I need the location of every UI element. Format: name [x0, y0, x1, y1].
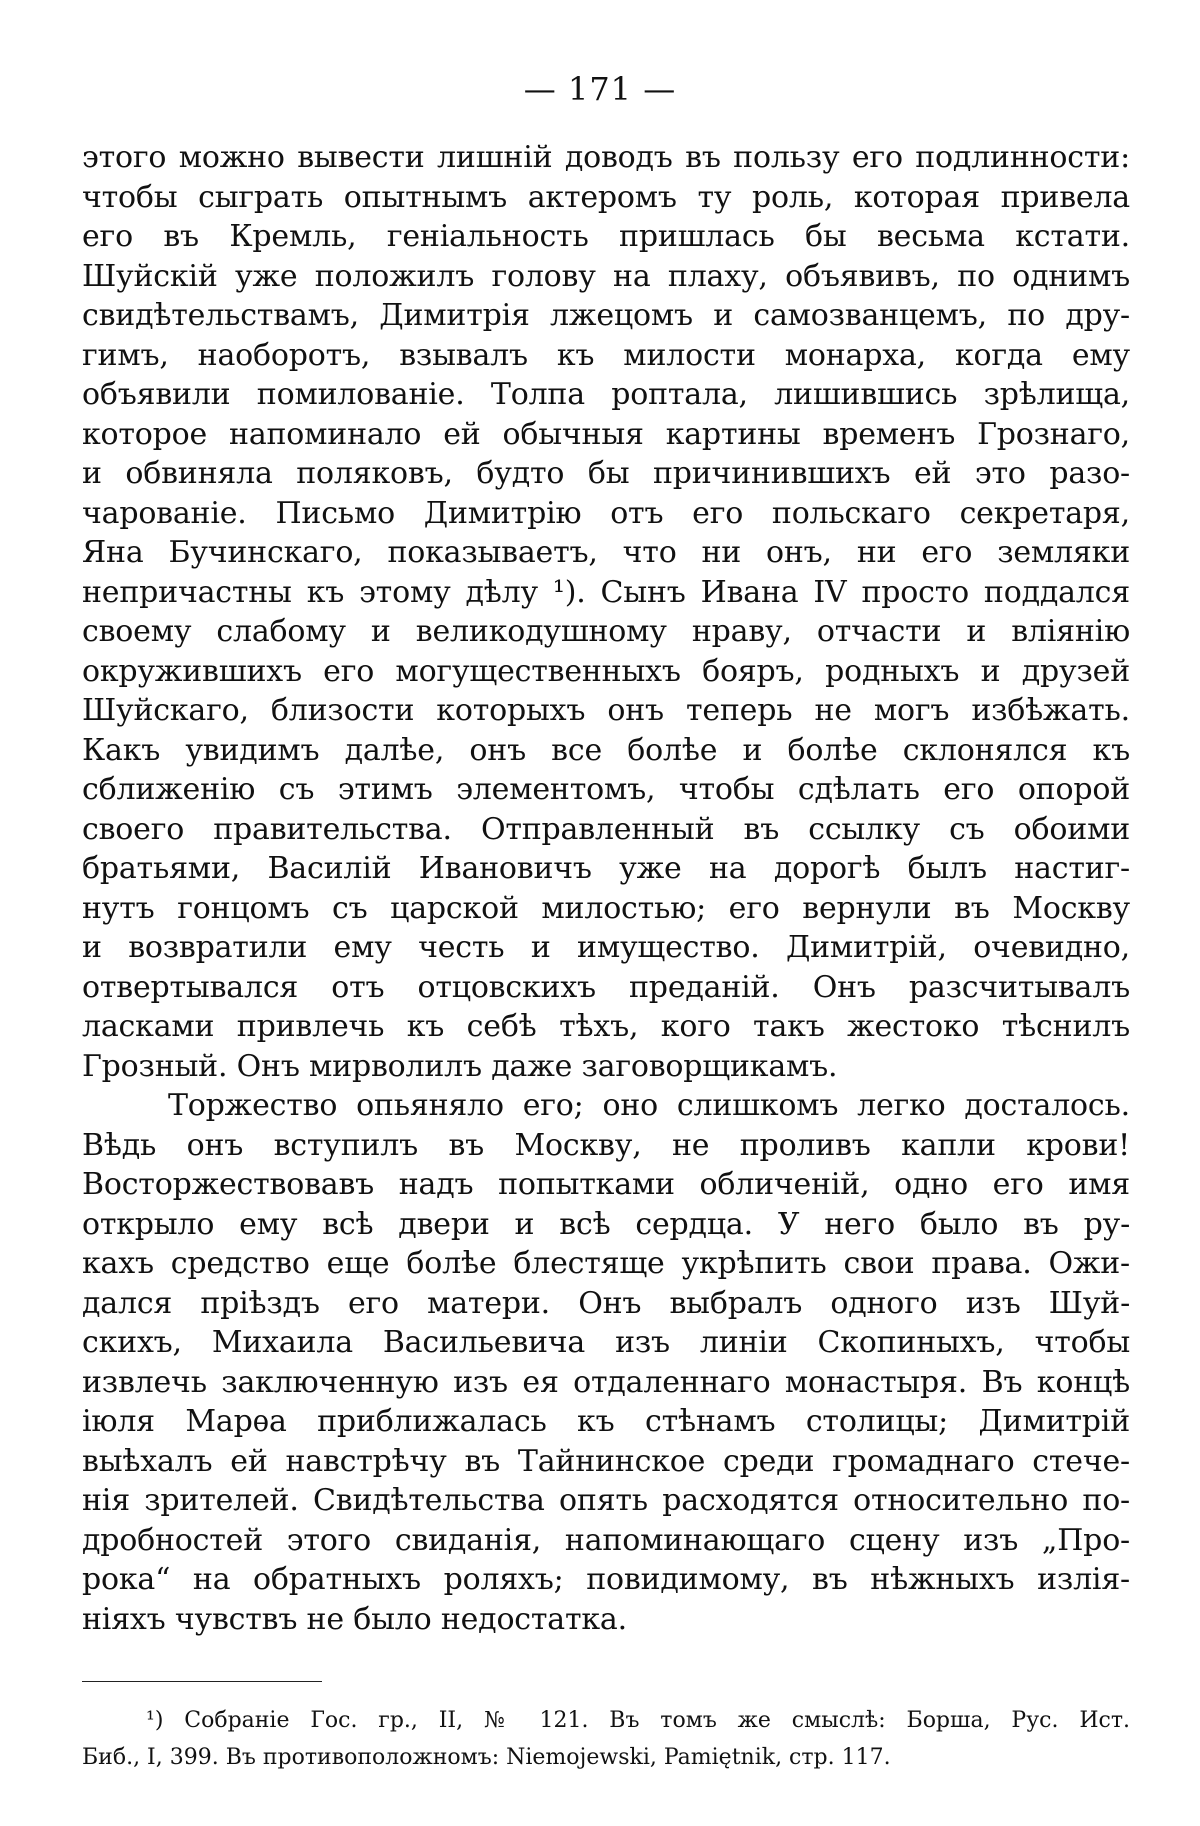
text-line: Восторжествовавъ надъ попытками обличеній, одно его имя	[82, 1167, 1130, 1202]
text-line: братьями, Василій Ивановичъ уже на дорогѣ былъ настиг-	[82, 851, 1130, 886]
text-line: чтобы сыграть опытнымъ актеромъ ту роль, которая привела	[82, 179, 1130, 215]
footnote-divider	[82, 1681, 322, 1682]
text-line-paragraph-start: Торжество опьяняло его; оно слишкомъ легко досталось.	[168, 1088, 1130, 1123]
text-line: дробностей этого свиданія, напоминающаго сцену изъ „Про-	[82, 1522, 1130, 1558]
footnote-line: Биб., I, 399. Въ противоположномъ: Niemojewski, Pamiętnik, стр. 117.	[82, 1745, 891, 1770]
footnote-line: ¹) Собраніе Гос. гр., II, № 121. Въ томъ же смыслѣ: Борша, Рус. Ист.	[146, 1708, 1130, 1733]
text-line: извлечь заключенную изъ ея отдаленнаго монастыря. Въ концѣ	[82, 1364, 1130, 1400]
main-text	[82, 138, 1130, 1639]
text-line: Шуйскій уже положилъ голову на плаху, объявивъ, по однимъ	[82, 258, 1130, 294]
text-line: дался пріѣздъ его матери. Онъ выбралъ одного изъ Шуй-	[82, 1285, 1130, 1321]
text-line: и обвиняла поляковъ, будто бы причинившихъ ей это разо-	[82, 456, 1130, 491]
text-line: Шуйскаго, близости которыхъ онъ теперь не могъ избѣжать.	[82, 693, 1130, 728]
text-line: іюля Марѳа приближалась къ стѣнамъ столицы; Димитрій	[82, 1404, 1130, 1439]
text-line: рока“ на обратныхъ роляхъ; повидимому, въ нѣжныхъ излія-	[82, 1562, 1130, 1597]
text-line: сближенію съ этимъ элементомъ, чтобы сдѣлать его опорой	[82, 772, 1130, 807]
text-line: этого можно вывести лишній доводъ въ пользу его подлинности:	[82, 140, 1130, 175]
text-line: скихъ, Михаила Васильевича изъ линіи Скопиныхъ, чтобы	[82, 1325, 1130, 1360]
text-line: кахъ средство еще болѣе блестяще укрѣпить свои права. Ожи-	[82, 1246, 1130, 1281]
text-line: нія зрителей. Свидѣтельства опять расходятся относительно по-	[82, 1483, 1130, 1518]
text-line: непричастны къ этому дѣлу ¹). Сынъ Ивана IV просто поддался	[82, 574, 1130, 610]
text-line: его въ Кремль, геніальность пришлась бы весьма кстати.	[82, 219, 1130, 254]
text-line: нутъ гонцомъ съ царской милостью; его вернули въ Москву	[82, 890, 1130, 926]
text-line: свидѣтельствамъ, Димитрія лжецомъ и самозванцемъ, по дру-	[82, 298, 1130, 333]
text-line: отвертывался отъ отцовскихъ преданій. Онъ разсчитывалъ	[82, 969, 1130, 1005]
text-line: выѣхалъ ей навстрѣчу въ Тайнинское среди громаднаго стече-	[82, 1443, 1130, 1479]
text-line: которое напоминало ей обычныя картины временъ Грознаго,	[82, 416, 1130, 452]
text-line-paragraph-end: ніяхъ чувствъ не было недостатка.	[82, 1601, 627, 1637]
text-line: объявили помилованіе. Толпа роптала, лишившись зрѣлища,	[82, 377, 1130, 412]
text-line: гимъ, наоборотъ, взывалъ къ милости монарха, когда ему	[82, 337, 1130, 373]
text-line: Вѣдь онъ вступилъ въ Москву, не проливъ капли крови!	[82, 1127, 1130, 1163]
text-line: окружившихъ его могущественныхъ бояръ, родныхъ и друзей	[82, 653, 1130, 689]
footnotes	[82, 1702, 1130, 1776]
text-line: своему слабому и великодушному нраву, отчасти и вліянію	[82, 614, 1130, 649]
text-line: чарованіе. Письмо Димитрію отъ его польскаго секретаря,	[82, 495, 1130, 531]
page-number: — 171 —	[523, 70, 677, 108]
text-line: ласками привлечь къ себѣ тѣхъ, кого такъ жестоко тѣснилъ	[82, 1009, 1130, 1044]
text-line: Яна Бучинскаго, показываетъ, что ни онъ, ни его земляки	[82, 535, 1130, 570]
text-line: своего правительства. Отправленный въ ссылку съ обоими	[82, 811, 1130, 847]
text-line-paragraph-end: Грозный. Онъ мирволилъ даже заговорщикамъ.	[82, 1048, 838, 1084]
text-line: Какъ увидимъ далѣе, онъ все болѣе и болѣе склонялся къ	[82, 732, 1130, 768]
text-line: открыло ему всѣ двери и всѣ сердца. У него было въ ру-	[82, 1206, 1130, 1242]
text-line: и возвратили ему честь и имущество. Димитрій, очевидно,	[82, 930, 1130, 965]
